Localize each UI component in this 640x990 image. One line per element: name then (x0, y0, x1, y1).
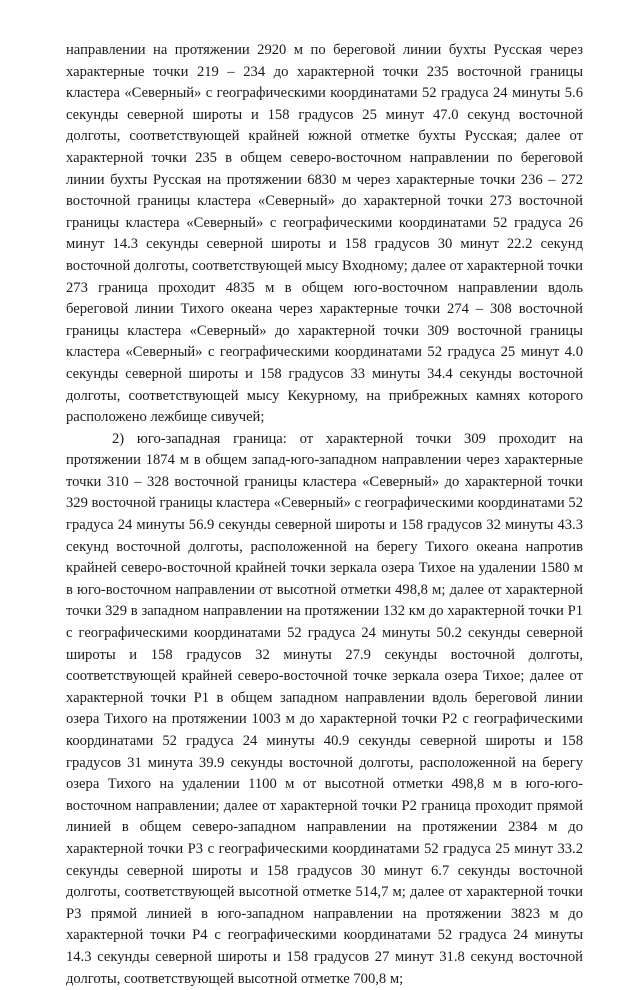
paragraph-boundary-southwest: 2) юго-западная граница: от характерной точки 309 проходит на протяжении 1874 м в общем запад-юго-западном направлении через характерные точки 310 – 328 восточной границы кластера «Северный» до характерной точки 329 восточной границы кластера «Северный» с географическими координатами 52 градуса 24 минуты 56.9 секунды северной широты и 158 градусов 32 минуты 43.3 секунд восточной долготы, расположенной на берегу Тихого океана напротив крайней северо-восточной крайней точки зеркала озера Тихое на удалении 1580 м в юго-восточном направлении от высотной отметки 498,8 м; далее от характерной точки 329 в западном направлении на протяжении 132 км до характерной точки Р1 с географическими координатами 52 градуса 24 минуты 50.2 секунды северной широты и 158 градусов 32 минуты 27.9 секунды восточной долготы, соответствующей крайней северо-восточной точке зеркала озера Тихое; далее от характерной точки Р1 в общем западном направлении вдоль береговой линии озера Тихого на протяжении 1003 м до характерной точки Р2 с географическими координатами 52 градуса 24 минуты 40.9 секунды северной широты и 158 градусов 31 минута 39.9 секунды восточной долготы, расположенной на берегу озера Тихого на удалении 1100 м от высотной отметки 498,8 м в юго-юго-восточном направлении; далее от характерной точки Р2 граница проходит прямой линией в общем северо-западном направлении на протяжении 2384 м до характерной точки Р3 с географическими координатами 52 градуса 25 минут 33.2 секунды северной широты и 158 градусов 30 минут 6.7 секунды восточной долготы, соответствующей высотной отметке 514,7 м; далее от характерной точки Р3 прямой линией в юго-западном направлении на протяжении 3823 м до характерной точки Р4 с географическими координатами 52 градуса 24 минуты 14.3 секунды северной широты и 158 градусов 27 минут 31.8 секунд восточной долготы, соответствующей высотной отметке 700,8 м; (66, 430, 583, 987)
paragraph-boundary-east-continued: направлении на протяжении 2920 м по береговой линии бухты Русская через характерные точки 219 – 234 до характерной точки 235 восточной границы кластера «Северный» с географическими координатами 52 градуса 24 минуты 5.6 секунды северной широты и 158 градусов 25 минут 47.0 секунд восточной долготы, соответствующей крайней южной отметке бухты Русская; далее от характерной точки 235 в общем северо-восточном направлении по береговой линии бухты Русская на протяжении 6830 м через характерные точки 236 – 272 восточной границы кластера «Северный» до характерной точки 273 восточной границы кластера «Северный» с географическими координатами 52 градуса 26 минут 14.3 секунды северной широты и 158 градусов 30 минут 22.2 секунд восточной долготы, соответствующей мысу Входному; далее от характерной точки 273 граница проходит 4835 м в общем юго-восточном направлении вдоль береговой линии Тихого океана через характерные точки 274 – 308 восточной границы кластера «Северный» до характерной точки 309 восточной границы кластера «Северный» с географическими координатами 52 градуса 25 минут 4.0 секунды северной широты и 158 градусов 33 минуты 34.4 секунды восточной долготы, соответствующей мысу Кекурному, на прибрежных камнях которого расположено лежбище сивучей; (66, 42, 583, 426)
